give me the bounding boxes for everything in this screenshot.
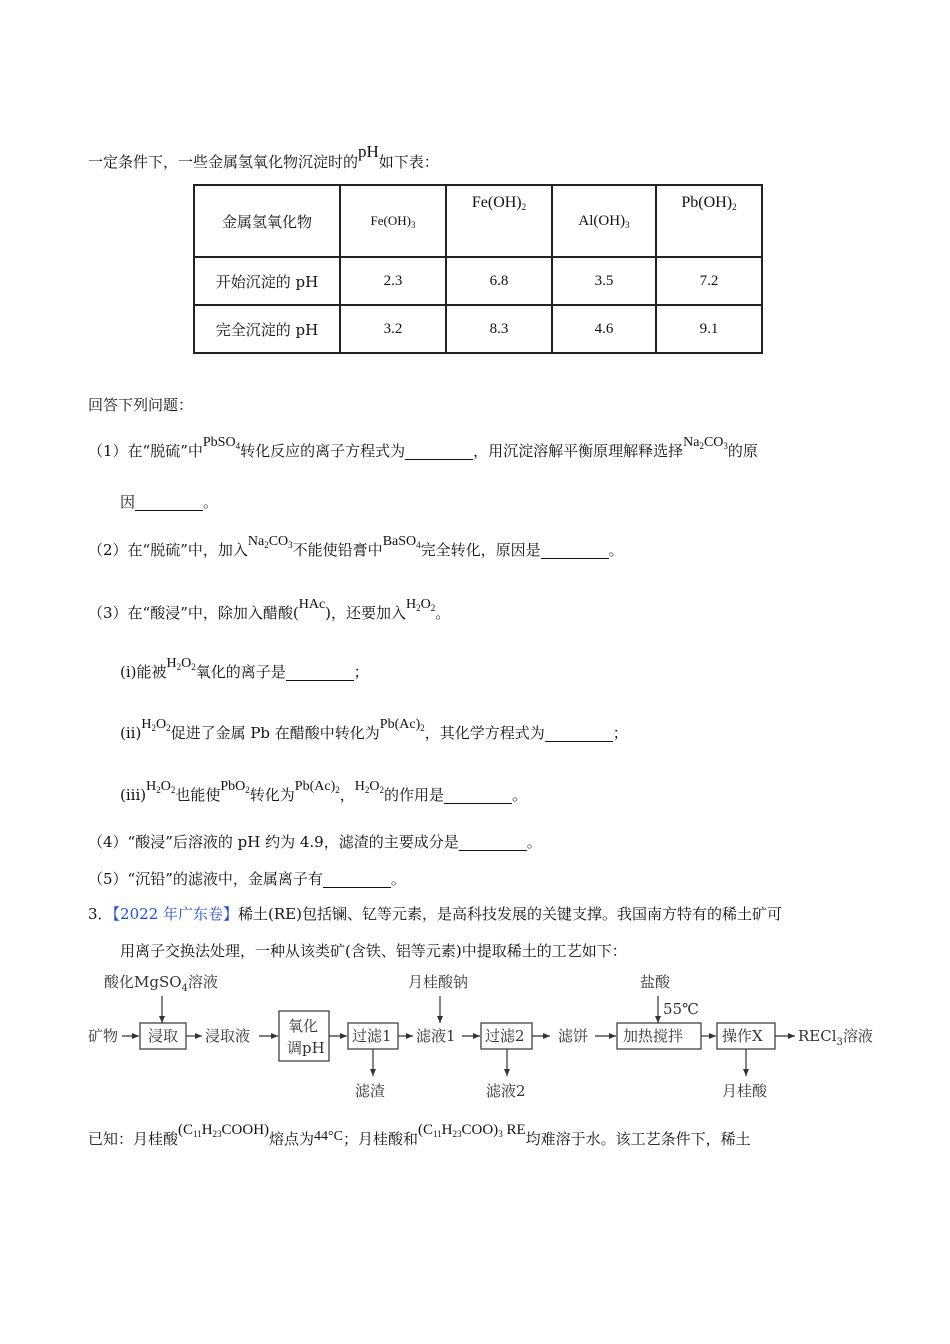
product-recl3: RECl$_3$溶液 — [798, 1027, 873, 1048]
step-operation-x: 操作X — [722, 1027, 763, 1045]
problem-number: 3． — [88, 905, 113, 923]
leachate-label: 浸取液 — [205, 1027, 251, 1045]
source-link[interactable]: 【2022 年广东卷】 — [112, 905, 238, 923]
formula-re-laurate: $(C_{11}H_{23}COO)_3$ RE — [418, 1122, 526, 1139]
step-heat-stir: 加热搅拌 — [623, 1027, 684, 1045]
table-cell: 2.3 — [340, 257, 446, 305]
ore-label: 矿物 — [88, 1027, 119, 1045]
table-header: $Al(OH)_3$ — [552, 185, 656, 257]
table-cell: 3.2 — [340, 305, 446, 353]
formula-h2o2: $H_2O_2$ — [166, 656, 196, 672]
step-filter1: 过滤1 — [352, 1027, 392, 1045]
problem-3-line2: 用离子交换法处理，一种从该类矿(含铁、铝等元素)中提取稀土的工艺如下： — [120, 942, 627, 960]
table-corner: 金属氢氧化物 — [194, 185, 340, 257]
formula-na2co3: $Na_2CO_3$ — [247, 534, 293, 550]
lauric-acid-label: 月桂酸 — [722, 1082, 768, 1100]
formula-baso4: BaSO$_4$ — [382, 534, 421, 550]
step-box-operation-x — [717, 1023, 775, 1049]
question-1-cont: 因 。 — [120, 493, 219, 511]
filtrate1-label: 滤液1 — [416, 1027, 456, 1045]
answer-blank[interactable] — [459, 836, 527, 851]
formula-h2o2: $H_2O_2$ — [354, 779, 384, 795]
table-cell: 3.5 — [552, 257, 656, 305]
question-3-iii: $(iii)H_2O_2$也能使PbO$_2$转化为$Pb(Ac)_2$，$H_2O_2$的作用是 。 — [120, 779, 528, 804]
filter-cake-label: 滤饼 — [558, 1027, 589, 1045]
answer-blank[interactable] — [323, 873, 391, 888]
step-filter2: 过滤2 — [485, 1027, 525, 1045]
table-cell: 7.2 — [656, 257, 762, 305]
step-box-oxidize — [279, 1011, 329, 1061]
reagent-hcl: 盐酸 — [640, 973, 671, 991]
intro-line — [88, 142, 439, 172]
reagent-mgso4: 酸化MgSO$_4$溶液 — [104, 973, 218, 994]
table-row — [194, 305, 762, 353]
temperature-label: 55℃ — [663, 1000, 699, 1018]
row-label: 完全沉淀的 pH — [194, 305, 340, 353]
question-4: （4）“酸浸”后溶液的 pH 约为 4.9，滤渣的主要成分是 。 — [88, 833, 542, 851]
question-5: （5）“沉铅”的滤液中，金属离子有 。 — [88, 870, 406, 888]
intro-text: 一定条件下，一些金属氢氧化物沉淀时的 — [88, 153, 359, 171]
answer-blank[interactable] — [545, 727, 613, 742]
step-box-leach — [140, 1023, 186, 1049]
filtrate2-label: 滤液2 — [486, 1082, 526, 1100]
step-box-filter2 — [481, 1023, 532, 1049]
hydroxide-table — [193, 184, 763, 354]
table-header: $Fe(OH)_3$ — [340, 185, 446, 257]
formula-pbac2: $Pb(Ac)_2$ — [379, 717, 425, 733]
formula-h2o2: $H_2O_2$ — [406, 597, 436, 613]
table-header: $Pb(OH)_2$ — [656, 185, 762, 257]
step-box-filter1 — [348, 1023, 398, 1049]
answer-blank[interactable] — [286, 666, 354, 681]
formula-na2co3: $Na_2CO_3$ — [683, 435, 728, 451]
answer-blank[interactable] — [444, 789, 512, 804]
question-3-ii: $(ii)H_2O_2$促进了金属 Pb 在醋酸中转化为$Pb(Ac)_2$，其化学方程式为 ； — [120, 717, 628, 742]
answer-blank[interactable] — [541, 544, 609, 559]
formula-hac: HAc — [298, 597, 326, 612]
table-cell: 9.1 — [656, 305, 762, 353]
step-box-heat — [617, 1023, 701, 1049]
answer-blank[interactable] — [135, 496, 203, 511]
formula-pbac2: $Pb(Ac)_2$ — [294, 779, 340, 795]
step-oxidize: 氧化 — [288, 1017, 319, 1035]
question-3: （3）在“酸浸”中，除加入醋酸(HAc)，还要加入$H_2O_2$。 — [88, 597, 451, 622]
residue-label: 滤渣 — [355, 1082, 386, 1100]
question-1: （1）在“脱硫”中PbSO$_4$转化反应的离子方程式为 ，用沉淀溶解平衡原理解释选择$Na_2CO_3$的原 — [88, 435, 758, 460]
formula-lauric-acid: $(C_{11}H_{23}COOH)$ — [178, 1122, 270, 1139]
formula-pbso4: PbSO$_4$ — [202, 435, 241, 451]
known-line: 已知：月桂酸$(C_{11}H_{23}COOH)$熔点为44°C；月桂酸和$(C_{11}H_{23}COO)_3$ RE均难溶于水。该工艺条件下，稀土 — [88, 1122, 751, 1148]
answer-blank[interactable] — [405, 445, 473, 460]
reagent-sodium-laurate: 月桂酸钠 — [408, 973, 469, 991]
intro-tail: 如下表： — [378, 153, 439, 171]
row-label: 开始沉淀的 pH — [194, 257, 340, 305]
table-cell: 4.6 — [552, 305, 656, 353]
problem-3-line1: 3．【2022 年广东卷】稀土(RE)包括镧、钇等元素，是高科技发展的关键支撑。我国南方特有的稀土矿可 — [88, 905, 782, 923]
table-header: $Fe(OH)_2$ — [446, 185, 552, 257]
formula-h2o2: $H_2O_2$ — [141, 717, 171, 733]
answer-intro: 回答下列问题： — [88, 396, 194, 414]
question-2: （2）在“脱硫”中，加入$Na_2CO_3$不能使铅膏中BaSO$_4$完全转化，原因是 。 — [88, 534, 624, 559]
step-adjust-ph: 调pH — [287, 1039, 325, 1057]
melting-point: 44°C — [314, 1129, 343, 1144]
formula-pbo2: PbO$_2$ — [220, 779, 250, 795]
table-cell: 8.3 — [446, 305, 552, 353]
ph-symbol: pH — [358, 142, 379, 161]
table-row — [194, 257, 762, 305]
formula-h2o2: $H_2O_2$ — [146, 779, 176, 795]
step-leach: 浸取 — [148, 1027, 179, 1045]
table-cell: 6.8 — [446, 257, 552, 305]
question-3-i: (i)能被$H_2O_2$氧化的离子是 ； — [120, 656, 369, 681]
